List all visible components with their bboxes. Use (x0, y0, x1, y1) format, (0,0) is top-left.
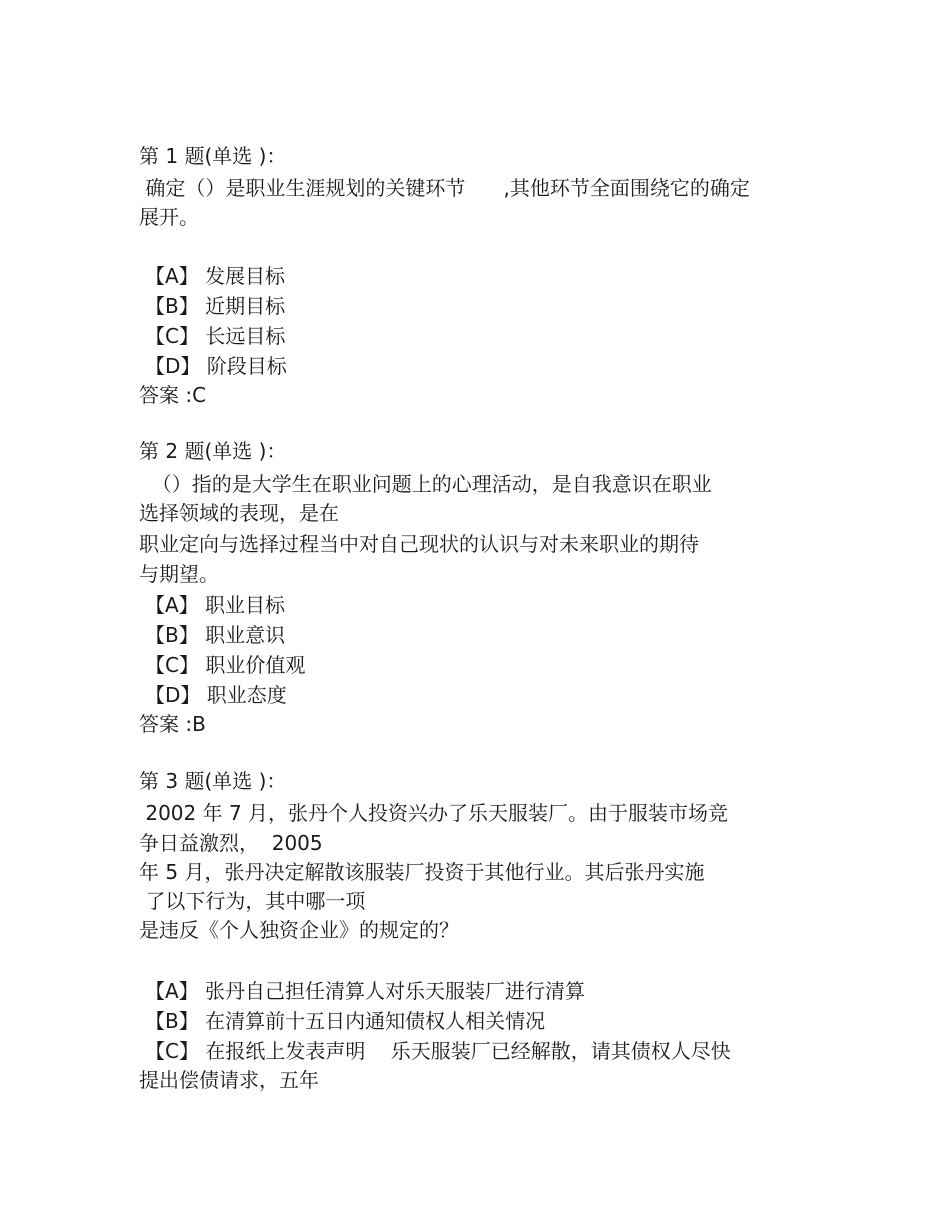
question-3-stem-line-5: 是违反《个人独资企业》的规定的？ (139, 918, 459, 942)
question-3-option-c: 【C】 在报纸上发表声明 乐天服装厂已经解散，请其债权人尽快 (145, 1039, 731, 1063)
question-1-answer: 答案 :C (139, 383, 207, 407)
question-1-option-a: 【A】 发展目标 (145, 264, 286, 288)
question-2-stem-line-4: 与期望。 (139, 562, 219, 586)
question-1-option-c: 【C】 长远目标 (145, 324, 286, 348)
question-2-stem-line-2: 选择领域的表现，是在 (139, 501, 339, 525)
question-2-option-b: 【B】 职业意识 (145, 623, 286, 647)
question-1-option-d: 【D】 阶段目标 (145, 354, 287, 378)
question-3-header: 第 3 题(单选 )： (139, 769, 287, 793)
question-2-option-d: 【D】 职业态度 (145, 683, 287, 707)
question-3-stem-line-2: 争日益激烈， 2005 (139, 831, 323, 855)
question-1-option-b: 【B】 近期目标 (145, 294, 286, 318)
question-1-stem-line-2: 展开。 (139, 205, 199, 229)
question-3-stem-line-3: 年 5 月，张丹决定解散该服装厂投资于其他行业。其后张丹实施 (139, 860, 705, 884)
question-2-stem-line-3: 职业定向与选择过程当中对自己现状的认识与对未来职业的期待 (139, 532, 699, 556)
question-3-stem-line-4: 了以下行为，其中哪一项 (139, 889, 366, 913)
question-3-stem-line-1: 2002 年 7 月，张丹个人投资兴办了乐天服装厂。由于服装市场竞 (139, 801, 729, 825)
question-2-header: 第 2 题(单选 )： (139, 439, 287, 463)
question-1-header: 第 1 题(单选 )： (139, 144, 287, 168)
question-2-option-a: 【A】 职业目标 (145, 593, 286, 617)
question-2-stem-line-1: （）指的是大学生在职业问题上的心理活动，是自我意识在职业 (139, 472, 712, 496)
question-1-stem-line-1: 确定（）是职业生涯规划的关键环节 ,其他环节全面围绕它的确定 (139, 176, 750, 200)
question-3-option-b: 【B】 在清算前十五日内通知债权人相关情况 (145, 1009, 546, 1033)
question-2-answer: 答案 :B (139, 712, 206, 736)
question-2-option-c: 【C】 职业价值观 (145, 653, 306, 677)
question-3-option-c-continuation: 提出偿债请求，五年 (139, 1068, 319, 1092)
question-3-option-a: 【A】 张丹自己担任清算人对乐天服装厂进行清算 (145, 979, 586, 1003)
